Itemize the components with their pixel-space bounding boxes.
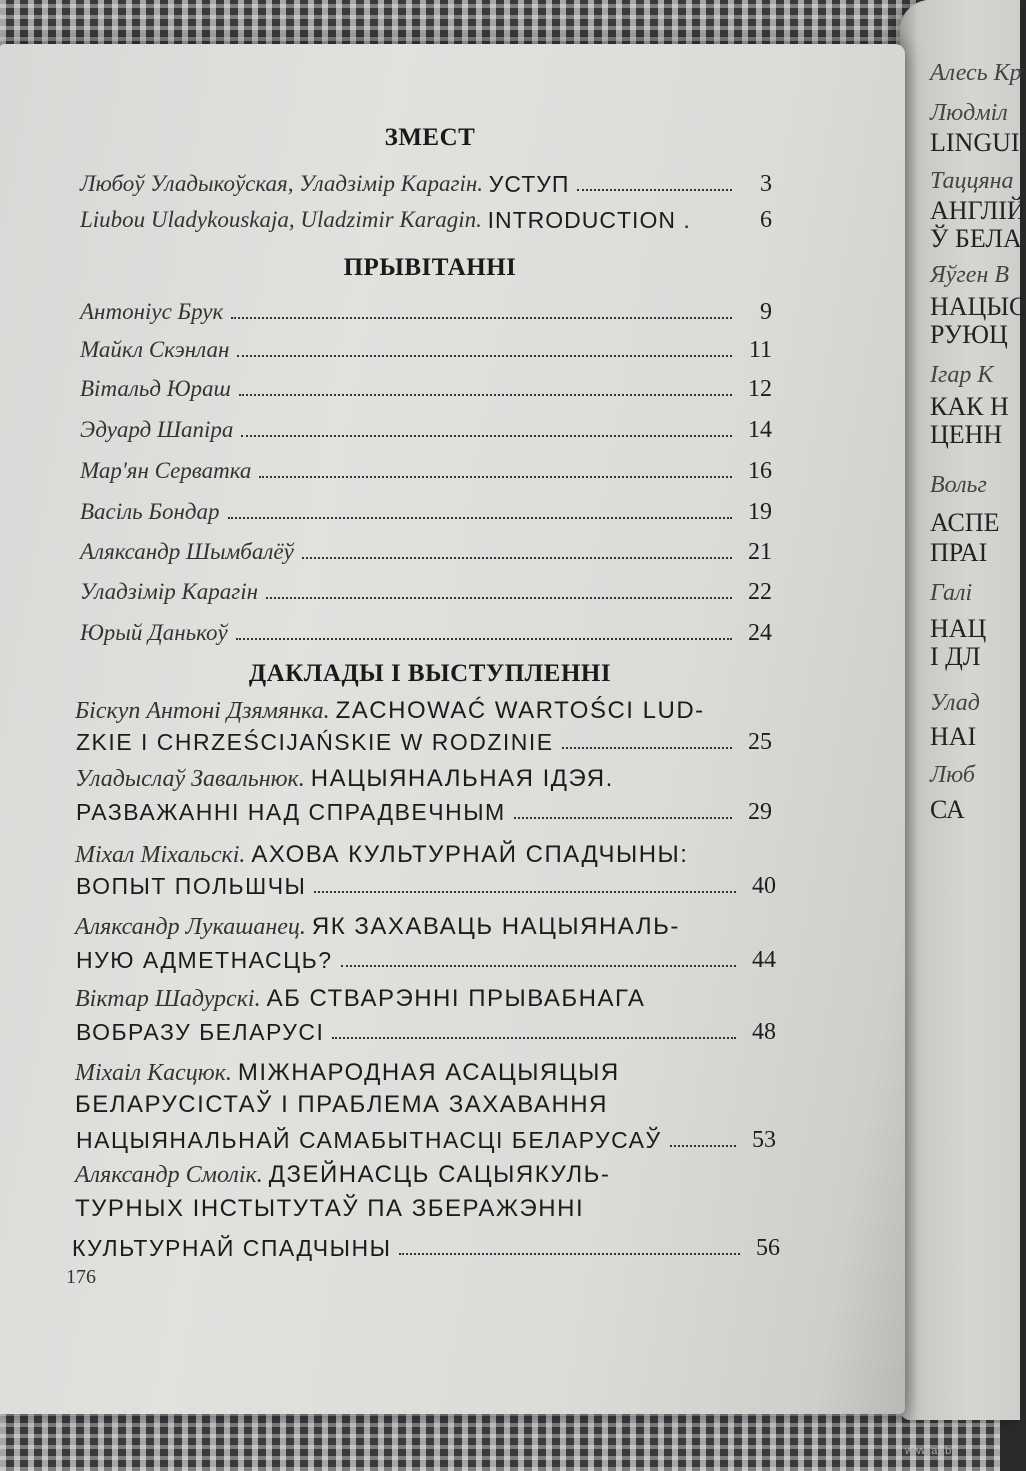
report-line bbox=[75, 1058, 620, 1088]
toc-author: Юрый Данькоў bbox=[80, 620, 228, 645]
toc-page: 12 bbox=[748, 376, 772, 402]
toc-title: НУЮ АДМЕТНАСЦЬ? bbox=[76, 947, 333, 973]
toc-author: Антоніус Брук bbox=[80, 299, 224, 324]
report-line bbox=[75, 764, 614, 794]
toc-author: Васіль Бондар bbox=[80, 499, 220, 524]
toc-title: ДЗЕЙНАСЦЬ САЦЫЯКУЛЬ- bbox=[268, 1161, 611, 1188]
toc-leader bbox=[514, 817, 732, 819]
toc-page: 25 bbox=[748, 729, 772, 755]
toc-author: Аляксандр Шымбалёў bbox=[80, 539, 294, 564]
right-fragment: РУЮЦ bbox=[930, 320, 1008, 349]
toc-leader bbox=[241, 435, 732, 437]
toc-leader bbox=[239, 394, 732, 396]
toc-row[interactable] bbox=[80, 373, 772, 403]
toc-row[interactable] bbox=[80, 617, 772, 647]
toc-leader bbox=[236, 638, 732, 640]
toc-leader bbox=[577, 189, 732, 191]
toc-author: Эдуард Шапіра bbox=[80, 417, 234, 442]
toc-title: НАЦЫЯНАЛЬНАЯ ІДЭЯ. bbox=[310, 765, 614, 792]
toc-title: ВОПЫТ ПОЛЬШЧЫ bbox=[76, 873, 307, 899]
toc-author: Вітальд Юраш bbox=[80, 376, 231, 401]
right-fragment: Таццяна bbox=[930, 168, 1014, 194]
report-line bbox=[75, 696, 705, 726]
right-fragment: КАК Н bbox=[930, 392, 1009, 421]
right-fragment: Яўген В bbox=[930, 262, 1010, 288]
toc-leader bbox=[266, 597, 732, 599]
toc-leader bbox=[341, 965, 736, 967]
toc-row[interactable] bbox=[76, 1016, 776, 1046]
right-fragment: НАЦ bbox=[930, 614, 987, 643]
toc-author: Віктар Шадурскі. bbox=[75, 986, 261, 1012]
toc-page: 22 bbox=[748, 579, 772, 605]
right-fragment: Ігар К bbox=[930, 362, 994, 388]
toc-page: 53 bbox=[752, 1127, 776, 1153]
right-fragment: Алесь Кр bbox=[930, 60, 1022, 86]
toc-title: КУЛЬТУРНАЙ СПАДЧЫНЫ bbox=[72, 1235, 392, 1261]
toc-leader bbox=[314, 891, 736, 893]
toc-title: ТУРНЫХ ІНСТЫТУТАЎ ПА ЗБЕРАЖЭННІ bbox=[75, 1195, 585, 1222]
toc-title: INTRODUCTION . bbox=[487, 207, 691, 233]
contents-heading: ЗМЕСТ bbox=[384, 124, 476, 151]
toc-author: Аляксандр Лукашанец. bbox=[75, 914, 306, 940]
report-line bbox=[75, 1194, 584, 1224]
toc-row[interactable] bbox=[80, 496, 772, 526]
toc-row[interactable] bbox=[80, 414, 772, 444]
report-line bbox=[75, 1160, 610, 1190]
toc-title: УСТУП bbox=[488, 171, 570, 197]
toc-page: 3 bbox=[760, 171, 772, 197]
toc-title: ВОБРАЗУ БЕЛАРУСІ bbox=[76, 1019, 325, 1045]
toc-leader bbox=[259, 476, 732, 478]
toc-leader bbox=[231, 317, 732, 319]
toc-row[interactable] bbox=[80, 455, 772, 485]
toc-author: Міхал Міхальскі. bbox=[75, 842, 246, 868]
toc-page: 24 bbox=[748, 620, 772, 646]
toc-row[interactable] bbox=[76, 1124, 776, 1154]
toc-title: ZKIE I CHRZEŚCIJAŃSKIE W RODZINIE bbox=[76, 729, 554, 755]
toc-page: 48 bbox=[752, 1019, 776, 1045]
toc-row[interactable] bbox=[80, 168, 772, 198]
toc-row[interactable] bbox=[76, 944, 776, 974]
toc-author: Уладзімір Карагін bbox=[80, 579, 259, 604]
right-fragment: ПРАІ bbox=[930, 538, 988, 567]
right-fragment: Люб bbox=[930, 762, 975, 788]
toc-page: 16 bbox=[748, 458, 772, 484]
toc-row[interactable] bbox=[76, 796, 772, 826]
report-line bbox=[75, 984, 645, 1014]
toc-page: 14 bbox=[748, 417, 772, 443]
toc-leader bbox=[332, 1037, 736, 1039]
right-fragment: ЦЕНН bbox=[930, 420, 1003, 449]
right-fragment: Галі bbox=[930, 580, 973, 606]
section-heading-greetings: ПРЫВІТАННІ bbox=[343, 254, 517, 281]
report-line bbox=[75, 840, 688, 870]
right-fragment: І ДЛ bbox=[930, 642, 981, 671]
toc-author: Аляксандр Смолік. bbox=[75, 1162, 263, 1188]
right-fragment: Улад bbox=[930, 690, 980, 716]
right-fragment: LINGUI bbox=[930, 128, 1020, 157]
page-number: 176 bbox=[66, 1266, 96, 1288]
toc-page: 6 bbox=[760, 207, 772, 233]
toc-page: 9 bbox=[760, 299, 772, 325]
toc-row[interactable] bbox=[76, 870, 776, 900]
right-fragment: Людміл bbox=[930, 100, 1008, 126]
right-fragment: Ў БЕЛА bbox=[930, 224, 1022, 253]
toc-author: Біскуп Антоні Дзямянка. bbox=[75, 698, 330, 724]
toc-leader bbox=[302, 557, 732, 559]
toc-title: МІЖНАРОДНАЯ АСАЦЫЯЦЫЯ bbox=[237, 1059, 620, 1086]
toc-row[interactable] bbox=[72, 1232, 780, 1262]
toc-leader bbox=[237, 355, 732, 357]
toc-title: ZACHOWAĆ WARTOŚCI LUD- bbox=[335, 697, 705, 724]
right-fragment: НАЦЫС bbox=[930, 292, 1026, 321]
right-fragment: СА bbox=[930, 795, 965, 824]
toc-row[interactable] bbox=[80, 536, 772, 566]
toc-title: АБ СТВАРЭННІ ПРЫВАБНАГА bbox=[266, 985, 646, 1012]
report-line bbox=[75, 912, 680, 942]
toc-leader bbox=[228, 517, 732, 519]
right-fragment: Вольг bbox=[930, 472, 987, 498]
toc-page: 19 bbox=[748, 499, 772, 525]
toc-leader bbox=[670, 1145, 736, 1147]
toc-row[interactable] bbox=[80, 296, 772, 326]
right-fragment: АСПЕ bbox=[930, 508, 1000, 537]
right-fragment: АНГЛІЙ bbox=[930, 196, 1026, 225]
report-line bbox=[75, 1090, 608, 1120]
toc-leader bbox=[699, 225, 732, 227]
toc-page: 40 bbox=[752, 873, 776, 899]
right-fragment: НАІ bbox=[930, 722, 977, 751]
toc-title: ЯК ЗАХАВАЦЬ НАЦЫЯНАЛЬ- bbox=[311, 913, 680, 940]
toc-title: АХОВА КУЛЬТУРНАЙ СПАДЧЫНЫ: bbox=[251, 841, 689, 868]
toc-row[interactable] bbox=[76, 726, 772, 756]
toc-author: Liubou Uladykouskaja, Uladzimir Karagin. bbox=[80, 207, 482, 232]
section-heading-reports: ДАКЛАДЫ І ВЫСТУПЛЕННІ bbox=[248, 660, 612, 687]
toc-row[interactable] bbox=[80, 576, 772, 606]
toc-page: 56 bbox=[756, 1235, 780, 1261]
toc-author: Майкл Скэнлан bbox=[80, 337, 230, 362]
toc-author: Любоў Уладыкоўская, Уладзімір Карагін. bbox=[80, 171, 483, 196]
toc-page: 11 bbox=[748, 337, 772, 363]
toc-author: Мар'ян Серватка bbox=[80, 458, 252, 483]
toc-title: РАЗВАЖАННІ НАД СПРАДВЕЧНЫМ bbox=[76, 799, 506, 825]
toc-page: 21 bbox=[748, 539, 772, 565]
toc-author: Міхаіл Касцюк. bbox=[75, 1060, 232, 1086]
toc-row[interactable] bbox=[80, 204, 772, 234]
toc-page: 44 bbox=[752, 947, 776, 973]
watermark: www.ay.by bbox=[905, 1445, 957, 1457]
toc-title: НАЦЫЯНАЛЬНАЙ САМАБЫТНАСЦІ БЕЛАРУСАЎ bbox=[76, 1127, 662, 1153]
toc-leader bbox=[399, 1253, 740, 1255]
toc-title: БЕЛАРУСІСТАЎ І ПРАБЛЕМА ЗАХАВАННЯ bbox=[75, 1091, 608, 1118]
toc-row[interactable] bbox=[80, 334, 772, 364]
toc-author: Уладыслаў Завальнюк. bbox=[75, 766, 305, 792]
toc-page: 29 bbox=[748, 799, 772, 825]
toc-leader bbox=[562, 747, 732, 749]
